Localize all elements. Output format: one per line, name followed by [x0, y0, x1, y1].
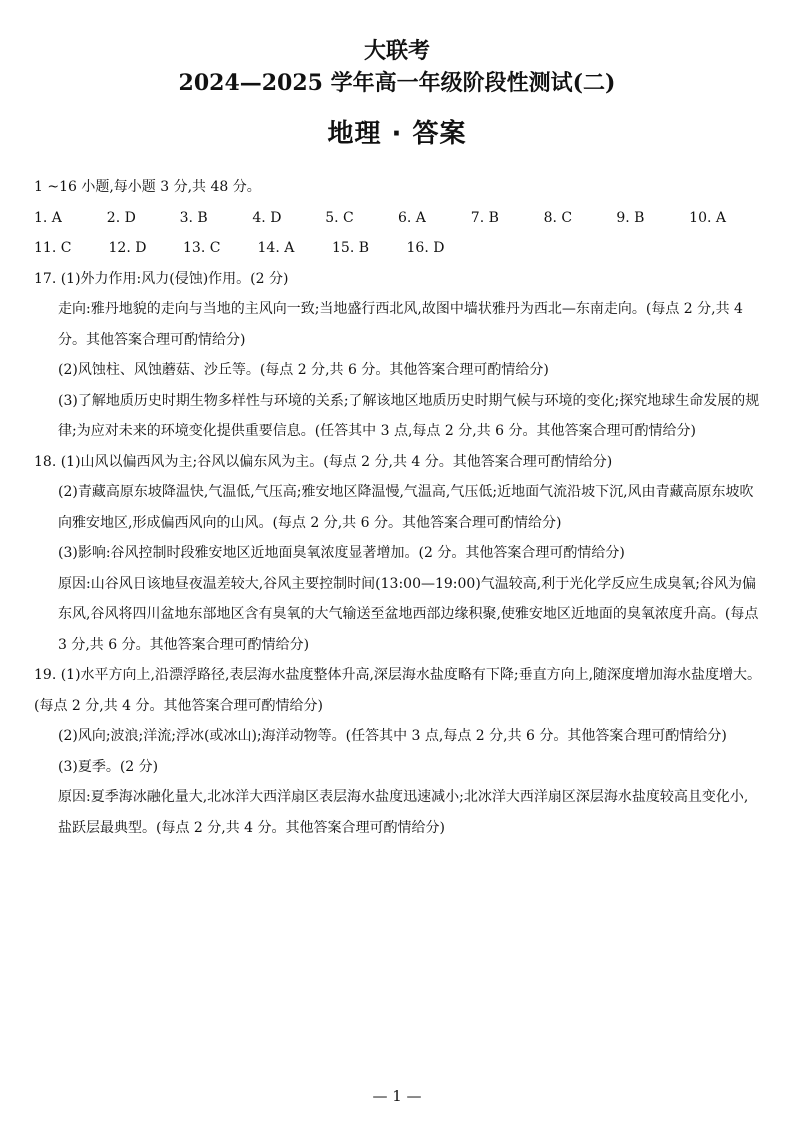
- subject-title: 地理 · 答案: [327, 119, 467, 149]
- mc-answer: 1. A: [34, 209, 62, 226]
- answer-body: [34, 172, 762, 843]
- mc-answers-row-1: [34, 203, 762, 234]
- mc-answer: 7. B: [470, 209, 499, 226]
- page-number: — 1 —: [372, 1087, 422, 1105]
- mc-answer: 5. C: [325, 209, 354, 226]
- q19-part1: 19. (1)水平方向上,沿漂浮路径,表层海水盐度整体升高,深层海水盐度略有下降;垂直方向上,随深度增加海水盐度增大。(每点 2 分,共 4 分。其他答案合理可酌情给分): [34, 667, 762, 714]
- q19-part2: (2)风向;波浪;洋流;浮冰(或冰山);海洋动物等。(任答其中 3 点,每点 2 分,共 6 分。其他答案合理可酌情给分): [58, 728, 727, 744]
- mc-answer: 8. C: [543, 209, 573, 226]
- mc-answer: 9. B: [616, 209, 645, 226]
- q18-part1: 18. (1)山风以偏西风为主;谷风以偏东风为主。(每点 2 分,共 4 分。其他答案合理可酌情给分): [34, 453, 613, 470]
- q18-reason: 原因:山谷风日该地昼夜温差较大,谷风主要控制时间(13:00—19:00)气温较高,利于光化学反应生成臭氧;谷风为偏东风,谷风将四川盆地东部地区含有臭氧的大气输送至盆地西部边缘积聚,使雅安地区近地面的臭氧浓度升高。(每点 3 分,共 6 分。其他答案合理可酌情给分): [58, 575, 759, 653]
- q17-part1: 17. (1)外力作用:风力(侵蚀)作用。(2 分): [34, 270, 289, 287]
- q18-part2: (2)青藏高原东坡降温快,气温低,气压高;雅安地区降温慢,气温高,气压低;近地面气流沿坡下沉,风由青藏高原东坡吹向雅安地区,形成偏西风向的山风。(每点 2 分,共 6 分。其他答案合理可酌情给分): [58, 484, 754, 531]
- mc-answer: 14. A: [257, 240, 295, 256]
- exam-title: 2024—2025 学年高一年级阶段性测试(二): [178, 70, 616, 96]
- mc-answer: 15. B: [332, 240, 370, 256]
- mc-answer: 11. C: [34, 240, 72, 256]
- q17-direction: 走向:雅丹地貌的走向与当地的主风向一致;当地盛行西北风,故图中墙状雅丹为西北—东南走向。(每点 2 分,共 4 分。其他答案合理可酌情给分): [58, 301, 743, 348]
- exam-name: 大联考: [363, 39, 430, 64]
- q18-part3: (3)影响:谷风控制时段雅安地区近地面臭氧浓度显著增加。(2 分。其他答案合理可酌情给分): [58, 545, 625, 561]
- mc-answer: 2. D: [106, 209, 136, 226]
- mc-answer: 16. D: [406, 240, 445, 256]
- mc-answers-row-2: [34, 233, 762, 264]
- q17-part3: (3)了解地质历史时期生物多样性与环境的关系;了解该地区地质历史时期气候与环境的变化;探究地球生命发展的规律;为应对未来的环境变化提供重要信息。(任答其中 3 点,每点 2 分,共 6 分。其他答案合理可酌情给分): [58, 392, 760, 439]
- mc-answer: 6. A: [397, 209, 426, 226]
- mc-answer: 10. A: [689, 209, 726, 226]
- mc-answer: 12. D: [108, 240, 147, 256]
- mc-answer: 13. C: [183, 240, 221, 256]
- mc-intro: 1 ~16 小题,每小题 3 分,共 48 分。: [34, 179, 261, 195]
- mc-answer: 3. B: [179, 209, 208, 226]
- q19-part3: (3)夏季。(2 分): [58, 758, 159, 775]
- q17-part2: (2)风蚀柱、风蚀蘑菇、沙丘等。(每点 2 分,共 6 分。其他答案合理可酌情给分): [58, 362, 549, 378]
- q19-reason: 原因:夏季海冰融化量大,北冰洋大西洋扇区表层海水盐度迅速减小;北冰洋大西洋扇区深层海水盐度较高且变化小,盐跃层最典型。(每点 2 分,共 4 分。其他答案合理可酌情给分): [58, 789, 749, 836]
- mc-answer: 4. D: [252, 209, 282, 226]
